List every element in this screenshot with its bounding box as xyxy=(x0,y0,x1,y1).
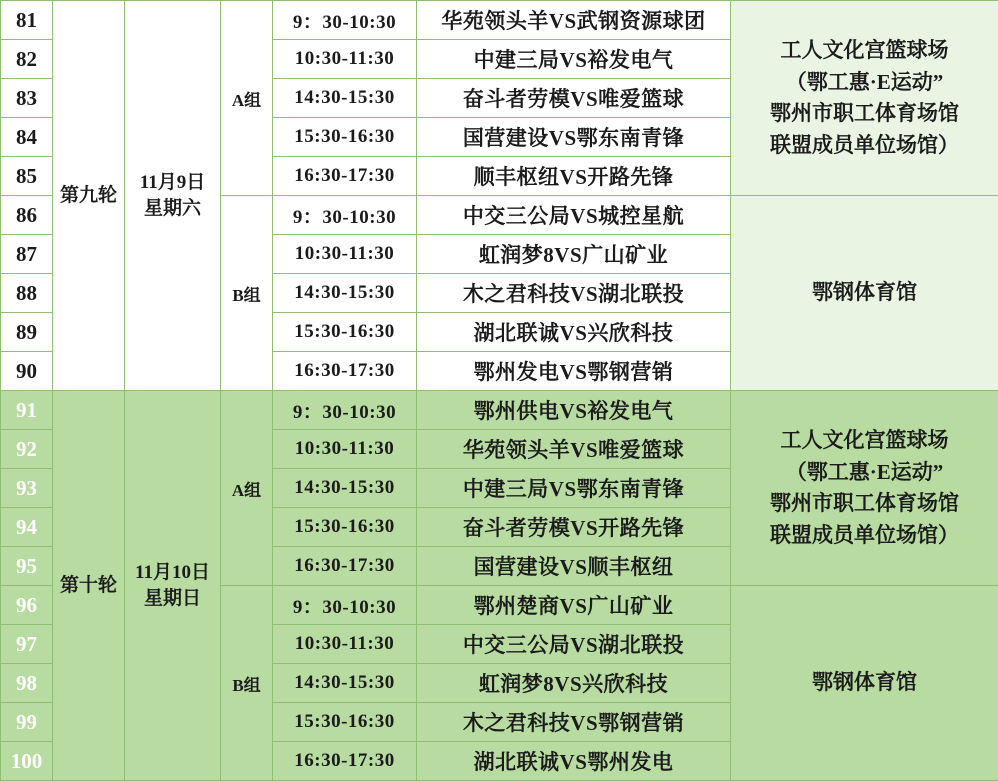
match-time: 14:30-15:30 xyxy=(273,469,417,508)
row-number: 87 xyxy=(1,235,53,274)
match-teams: 鄂州楚商VS广山矿业 xyxy=(417,586,731,625)
row-number: 84 xyxy=(1,118,53,157)
match-time: 16:30-17:30 xyxy=(273,352,417,391)
group-label: A组 xyxy=(221,391,273,586)
venue-line: 工人文化宫篮球场 xyxy=(731,35,998,67)
match-time: 16:30-17:30 xyxy=(273,742,417,781)
date-label xyxy=(125,1,221,391)
date-line-1: 11月10日 xyxy=(125,560,220,586)
match-teams: 奋斗者劳模VS唯爱篮球 xyxy=(417,79,731,118)
match-teams: 顺丰枢纽VS开路先锋 xyxy=(417,157,731,196)
row-number: 97 xyxy=(1,625,53,664)
match-teams: 中建三局VS鄂东南青锋 xyxy=(417,469,731,508)
match-time: 10:30-11:30 xyxy=(273,625,417,664)
match-teams: 奋斗者劳模VS开路先锋 xyxy=(417,508,731,547)
row-number: 93 xyxy=(1,469,53,508)
table-row xyxy=(1,391,998,430)
row-number: 95 xyxy=(1,547,53,586)
match-teams: 湖北联诚VS兴欣科技 xyxy=(417,313,731,352)
venue-line: 工人文化宫篮球场 xyxy=(731,425,998,457)
match-teams: 国营建设VS鄂东南青锋 xyxy=(417,118,731,157)
date-line-2: 星期六 xyxy=(125,196,220,222)
round-label: 第九轮 xyxy=(53,1,125,391)
match-teams: 中交三公局VS城控星航 xyxy=(417,196,731,235)
row-number: 85 xyxy=(1,157,53,196)
venue-label xyxy=(731,391,998,586)
match-teams: 湖北联诚VS鄂州发电 xyxy=(417,742,731,781)
date-label xyxy=(125,391,221,781)
row-number: 88 xyxy=(1,274,53,313)
group-label: A组 xyxy=(221,1,273,196)
match-time: 14:30-15:30 xyxy=(273,79,417,118)
row-number: 83 xyxy=(1,79,53,118)
match-time: 15:30-16:30 xyxy=(273,118,417,157)
match-teams: 华苑领头羊VS唯爱篮球 xyxy=(417,430,731,469)
venue-line: 鄂钢体育馆 xyxy=(731,667,998,699)
round-label: 第十轮 xyxy=(53,391,125,781)
match-time: 10:30-11:30 xyxy=(273,40,417,79)
row-number: 98 xyxy=(1,664,53,703)
venue-line: 鄂州市职工体育场馆 xyxy=(731,98,998,130)
match-teams: 木之君科技VS鄂钢营销 xyxy=(417,703,731,742)
match-teams: 鄂州供电VS裕发电气 xyxy=(417,391,731,430)
row-number: 81 xyxy=(1,1,53,40)
venue-line: 联盟成员单位场馆） xyxy=(731,520,998,552)
row-number: 82 xyxy=(1,40,53,79)
match-time: 10:30-11:30 xyxy=(273,235,417,274)
group-label: B组 xyxy=(221,196,273,391)
match-time: 10:30-11:30 xyxy=(273,430,417,469)
row-number: 99 xyxy=(1,703,53,742)
venue-line: （鄂工惠·E运动” xyxy=(731,67,998,99)
match-teams: 木之君科技VS湖北联投 xyxy=(417,274,731,313)
match-teams: 华苑领头羊VS武钢资源球团 xyxy=(417,1,731,40)
match-time: 15:30-16:30 xyxy=(273,508,417,547)
venue-label xyxy=(731,586,998,781)
venue-line: 联盟成员单位场馆） xyxy=(731,130,998,162)
match-teams: 鄂州发电VS鄂钢营销 xyxy=(417,352,731,391)
venue-label xyxy=(731,196,998,391)
match-teams: 国营建设VS顺丰枢纽 xyxy=(417,547,731,586)
row-number: 96 xyxy=(1,586,53,625)
match-teams: 虹润梦8VS兴欣科技 xyxy=(417,664,731,703)
row-number: 92 xyxy=(1,430,53,469)
group-label: B组 xyxy=(221,586,273,781)
match-time: 9：30-10:30 xyxy=(273,196,417,235)
match-time: 9：30-10:30 xyxy=(273,586,417,625)
venue-line: （鄂工惠·E运动” xyxy=(731,457,998,489)
date-line-2: 星期日 xyxy=(125,586,220,612)
match-time: 15:30-16:30 xyxy=(273,703,417,742)
match-time: 16:30-17:30 xyxy=(273,157,417,196)
row-number: 86 xyxy=(1,196,53,235)
row-number: 90 xyxy=(1,352,53,391)
match-teams: 中交三公局VS湖北联投 xyxy=(417,625,731,664)
match-time: 14:30-15:30 xyxy=(273,664,417,703)
match-teams: 虹润梦8VS广山矿业 xyxy=(417,235,731,274)
match-time: 9：30-10:30 xyxy=(273,391,417,430)
row-number: 91 xyxy=(1,391,53,430)
match-time: 9：30-10:30 xyxy=(273,1,417,40)
match-time: 14:30-15:30 xyxy=(273,274,417,313)
match-time: 15:30-16:30 xyxy=(273,313,417,352)
row-number: 94 xyxy=(1,508,53,547)
row-number: 89 xyxy=(1,313,53,352)
venue-line: 鄂钢体育馆 xyxy=(731,277,998,309)
match-teams: 中建三局VS裕发电气 xyxy=(417,40,731,79)
date-line-1: 11月9日 xyxy=(125,170,220,196)
row-number: 100 xyxy=(1,742,53,781)
venue-line: 鄂州市职工体育场馆 xyxy=(731,488,998,520)
match-time: 16:30-17:30 xyxy=(273,547,417,586)
venue-label xyxy=(731,1,998,196)
table-row xyxy=(1,1,998,40)
